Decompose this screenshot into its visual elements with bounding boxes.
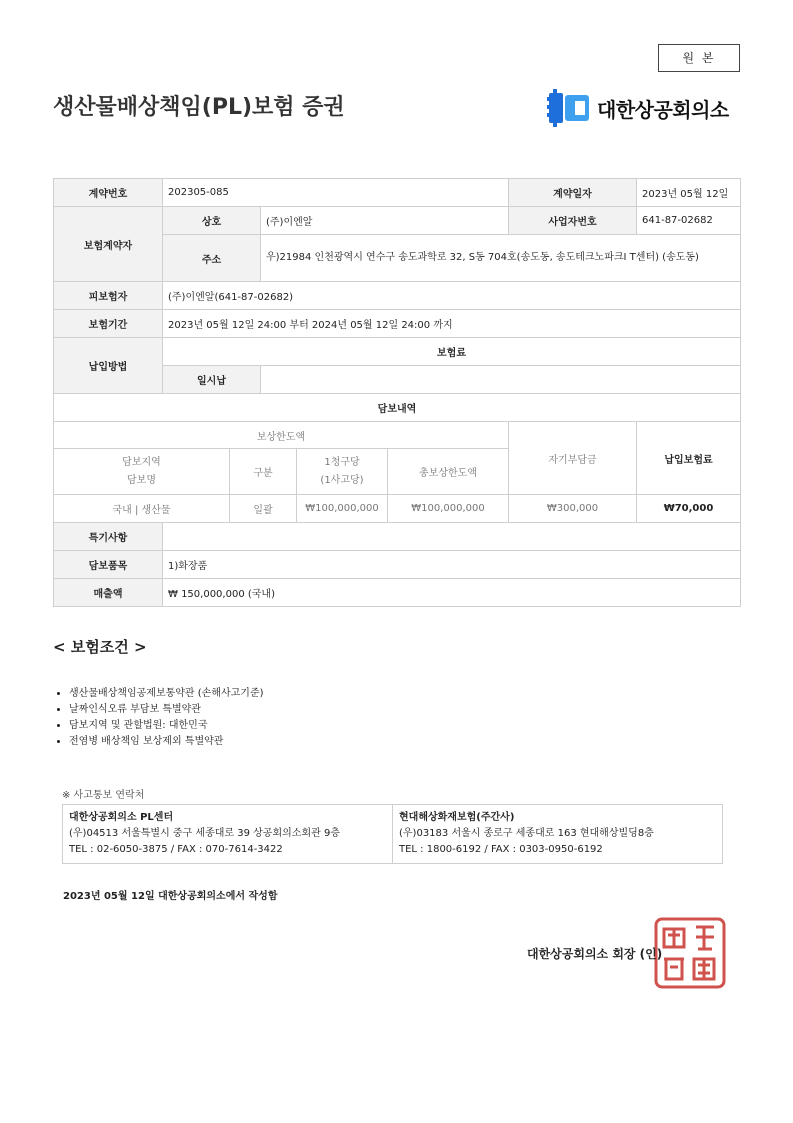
premium-header: 보험료	[163, 338, 741, 366]
signature: 대한상공회의소 회장 (인)	[527, 947, 663, 961]
area-name-header	[54, 449, 230, 495]
coverage-row-type: 일괄	[230, 495, 297, 523]
paid-premium-header: 납입보험료	[637, 422, 741, 495]
official-seal-icon	[652, 915, 728, 991]
contact-right-phone: TEL : 1800-6192 / FAX : 0303-0950-6192	[399, 844, 603, 855]
coverage-name-header: 담보명	[127, 474, 156, 486]
coverage-row-aggregate: ₩100,000,000	[388, 495, 509, 523]
contact-left	[63, 805, 393, 864]
items-value: 1)화장품	[163, 551, 741, 579]
coverage-row-premium: ₩70,000	[637, 495, 741, 523]
contact-left-name: 대한상공회의소 PL센터	[69, 812, 174, 823]
address-label: 주소	[163, 235, 261, 282]
payment-method-label: 납입방법	[54, 338, 163, 394]
contacts-table	[62, 804, 723, 864]
coverage-section-title: 담보내역	[54, 394, 741, 422]
condition-item: • 전염병 배상책임 보상제외 특별약관	[69, 734, 264, 750]
area-header: 담보지역	[122, 456, 161, 468]
payment-amount	[261, 366, 741, 394]
kcci-logo-text: 대한상공회의소	[597, 97, 729, 122]
page-title: 생산물배상책임(PL)보험 증권	[53, 95, 345, 120]
insured-label: 피보험자	[54, 282, 163, 310]
kcci-logo	[547, 89, 729, 127]
deductible-header: 자기부담금	[509, 422, 637, 495]
coverage-row-deductible: ₩300,000	[509, 495, 637, 523]
contract-date-value: 2023년 05월 12일	[637, 179, 741, 207]
contract-date-label: 계약일자	[509, 179, 637, 207]
items-label: 담보품목	[54, 551, 163, 579]
coverage-row-area: 국내 | 생산물	[54, 495, 230, 523]
contract-no-label: 계약번호	[54, 179, 163, 207]
original-badge: 원 본	[658, 44, 740, 72]
sales-label: 매출액	[54, 579, 163, 607]
payment-type-label: 일시납	[163, 366, 261, 394]
kcci-gear-icon	[547, 89, 591, 127]
biz-no-value: 641-87-02682	[637, 207, 741, 235]
condition-item: • 담보지역 및 관할법원: 대한민국	[69, 718, 264, 734]
per-claim-header: 1청구당	[324, 456, 360, 468]
per-claim-sub: (1사고당)	[320, 474, 364, 486]
type-header: 구분	[230, 449, 297, 495]
company-name-value: (주)이엔알	[261, 207, 509, 235]
policyholder-label: 보험계약자	[54, 207, 163, 282]
insured-value: (주)이엔알(641-87-02682)	[163, 282, 741, 310]
special-value	[163, 523, 741, 551]
coverage-row-per-claim: ₩100,000,000	[297, 495, 388, 523]
issued-statement: 2023년 05월 12일 대한상공회의소에서 작성함	[63, 891, 278, 902]
biz-no-label: 사업자번호	[509, 207, 637, 235]
condition-item: • 날짜인식오류 부담보 특별약관	[69, 702, 264, 718]
contact-right-address: (우)03183 서울시 종로구 세종대로 163 현대해상빌딩8층	[399, 828, 654, 839]
special-label: 특기사항	[54, 523, 163, 551]
accident-notice-label: ※ 사고통보 연락처	[62, 790, 145, 801]
sales-value: ₩ 150,000,000 (국내)	[163, 579, 741, 607]
period-value: 2023년 05월 12일 24:00 부터 2024년 05월 12일 24:00 까지	[163, 310, 741, 338]
aggregate-header: 총보상한도액	[388, 449, 509, 495]
contract-no-value: 202305-085	[163, 179, 509, 207]
contact-left-phone: TEL : 02-6050-3875 / FAX : 070-7614-3422	[69, 844, 283, 855]
period-label: 보험기간	[54, 310, 163, 338]
per-claim-header-cell	[297, 449, 388, 495]
policy-table	[53, 178, 741, 607]
contact-left-address: (우)04513 서울특별시 중구 세종대로 39 상공회의소회관 9층	[69, 828, 340, 839]
address-value: 우)21984 인천광역시 연수구 송도과학로 32, S동 704호(송도동, 송도테크노파크I T센터) (송도동)	[261, 235, 741, 282]
conditions-title: < 보험조건 >	[53, 638, 147, 656]
contact-right-name: 현대해상화재보험(주간사)	[399, 812, 515, 823]
contact-right	[393, 805, 723, 864]
limit-header: 보상한도액	[54, 422, 509, 449]
conditions-list	[53, 686, 264, 750]
condition-item: • 생산물배상책임공제보통약관 (손해사고기준)	[69, 686, 264, 702]
company-name-label: 상호	[163, 207, 261, 235]
